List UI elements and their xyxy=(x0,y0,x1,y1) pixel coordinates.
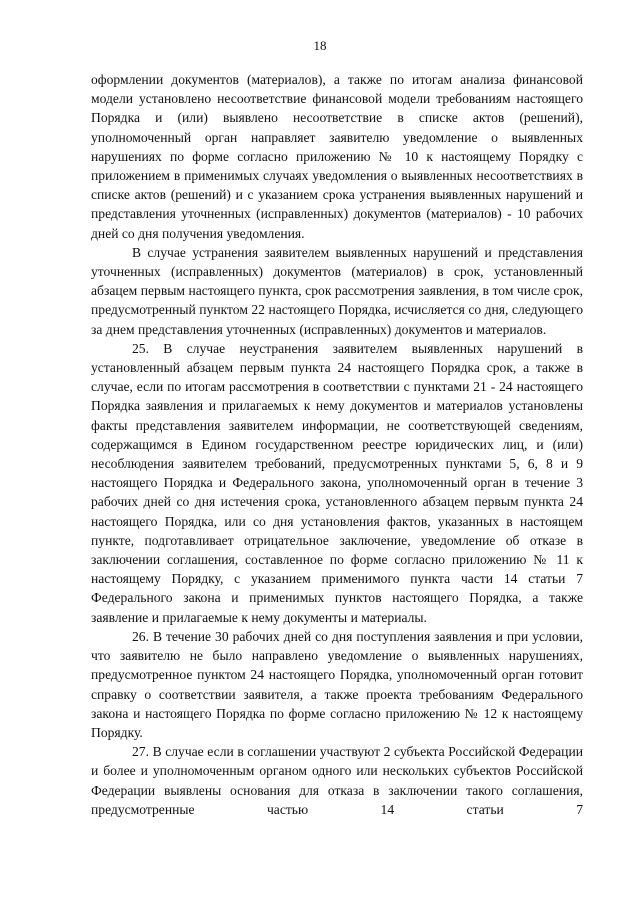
paragraph-continued: оформлении документов (материалов), а также по итогам анализа финансовой модели установлено несоответствие финансовой модели требованиям настоящего Порядка и (или) выявлено несоответствие в списке актов (решений), уполномоченный орган направляет заявителю уведомление о выявленных нарушениях по форме согласно приложению № 10 к настоящему Порядку с приложением в применимых случаях уведомления о выявленных несоответствиях в списке актов (решений) и с указанием срока устранения выявленных нарушений и представления уточненных (исправленных) документов (материалов) - 10 рабочих дней со дня получения уведомления. xyxy=(91,72,583,241)
paragraph-clause-26: 26. В течение 30 рабочих дней со дня поступления заявления и при условии, что заявителю не было направлено уведомление о выявленных нарушениях, предусмотренное пунктом 24 настоящего Порядка, уполномоченный орган готовит справку о соответствии заявителя, а также проекта требованиям Федерального закона и настоящего Порядка по форме согласно приложению № 12 к настоящему Порядку. xyxy=(91,628,583,740)
paragraph-clause-27: 27. В случае если в соглашении участвуют 2 субъекта Российской Федерации и более и уполномоченным органом одного или нескольких субъектов Российской Федерации выявлены основания для отказа в заключении такого соглашения, предусмотренные частью 14 статьи 7 xyxy=(91,744,583,817)
paragraph-clause-25: 25. В случае неустранения заявителем выявленных нарушений в установленный абзацем первым пункта 24 настоящего Порядка срок, а также в случае, если по итогам рассмотрения в соответствии с пунктами 21 - 24 настоящего Порядка заявления и прилагаемых к нему документов и материалов установлены факты представления заявителем информации, не соответствующей сведениям, содержащимся в Едином государственном реестре юридических лиц, и (или) несоблюдения заявителем требований, предусмотренных пунктами 5, 6, 8 и 9 настоящего Порядка и Федерального закона, уполномоченный орган в течение 3 рабочих дней со дня истечения срока, установленного абзацем первым пункта 24 настоящего Порядка, или со дня установления фактов, указанных в настоящем пункте, подготавливает отрицательное заключение, уведомление об отказе в заключении соглашения, составленное по форме согласно приложению № 11 к настоящему Порядку, с указанием применимого пункта части 14 статьи 7 Федерального закона и применимых пунктов настоящего Порядка, а также заявление и прилагаемые к нему документы и материалы. xyxy=(91,340,583,625)
document-body xyxy=(91,70,583,819)
paragraph-correction-term: В случае устранения заявителем выявленных нарушений и представления уточненных (исправленных) документов (материалов) в срок, установленный абзацем первым настоящего пункта, срок рассмотрения заявления, в том числе срок, предусмотренный пунктом 22 настоящего Порядка, исчисляется со дня, следующего за днем представления уточненных (исправленных) документов и материалов. xyxy=(91,244,583,337)
page-number: 18 xyxy=(313,38,327,53)
